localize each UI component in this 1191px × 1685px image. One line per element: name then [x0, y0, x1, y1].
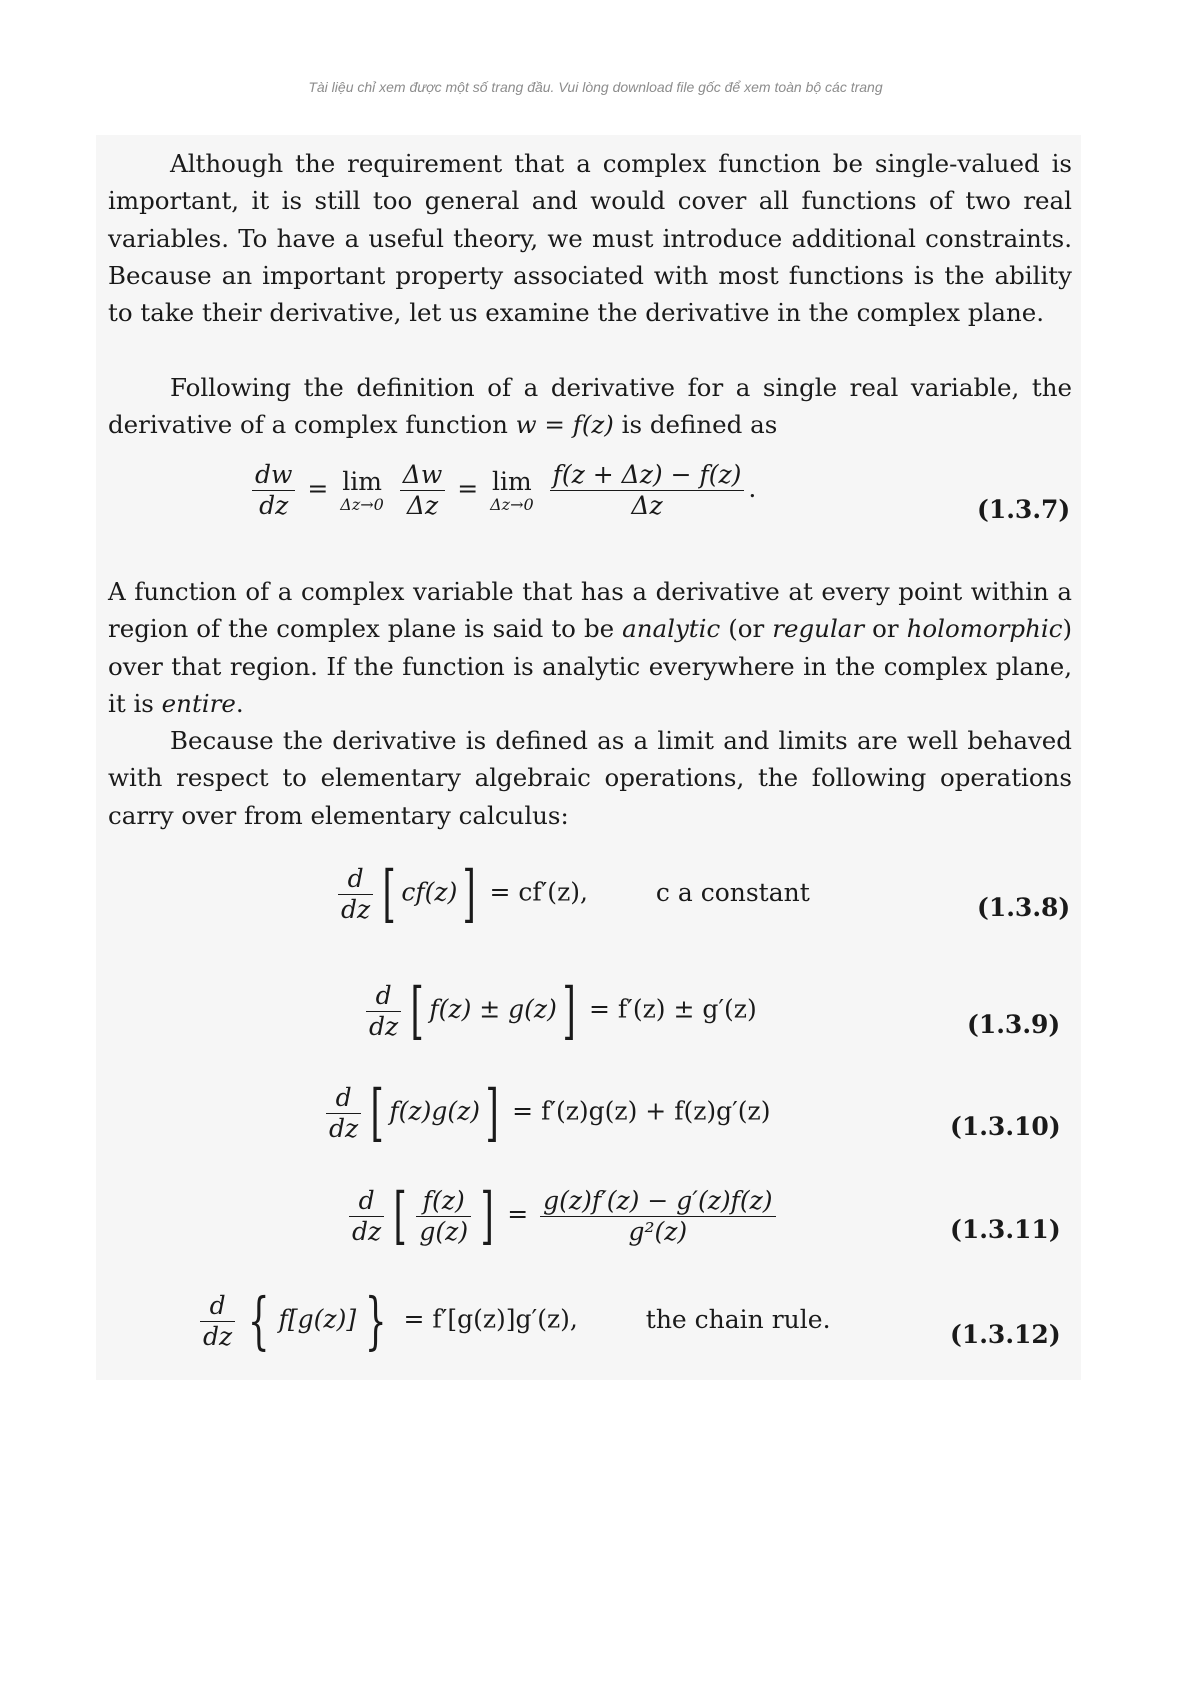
equation-1-3-11: $\frac{d}{dz}$ [ $\frac{f(z)}{g(z)}$ ] = $\frac{g(z)f'(z) - g'(z)f(z)}{\text{g²(z)}}$ (1.3.11) [0, 1185, 1191, 1245]
term-analytic: analytic [622, 614, 721, 644]
term-holomorphic: holomorphic [906, 614, 1063, 644]
equation-1-3-7: $\frac{dw}{dz}$ = lim Δz→0 $\frac{\Delta w}{\Delta z}$ = lim Δz→0 $\frac{f(z + \Delta z) - f(z)}{\Delta z}$ . (1.3.7) [0, 460, 1191, 520]
equation-1-3-12: $\frac{d}{dz}$ { f[g(z)] } = f′[g(z)]g′(z), the chain rule. (1.3.12) [0, 1290, 1191, 1350]
paragraph-operations: Because the derivative is defined as a limit and limits are well behaved with respect to elementary algebraic operations, the following operations carry over from elementary calculus: [108, 726, 1072, 830]
equation-1-3-10: $\frac{d}{dz}$ [ f(z)g(z)] = f′(z)g(z) + f(z)g′(z) (1.3.10) [0, 1082, 1191, 1142]
equation-number: (1.3.11) [950, 1215, 1061, 1244]
equation-number: (1.3.9) [967, 1010, 1061, 1039]
paragraph-analytic: A function of a complex variable that has a derivative at every point within a region of the complex plane is said to be analytic (or regular or holomorphic) over that region. If the function is analytic everywhere in the complex plane, it is entire. [108, 577, 1072, 718]
term-entire: entire [161, 688, 236, 718]
equation-number: (1.3.7) [977, 495, 1071, 524]
term-regular: regular [772, 614, 865, 644]
equation-1-3-8: $\frac{d}{dz}$ [ cf(z)] = cf′(z), c a constant (1.3.8) [0, 863, 1191, 923]
equation-number: (1.3.12) [950, 1320, 1061, 1349]
paragraph-single-valued: Although the requirement that a complex function be single-valued is important, it is still too general and would cover all functions of two real variables. To have a useful theory, we must introduce additional constraints. Because an important property associated with most functions is the ability to take their derivative, let us examine the derivative in the complex plane. [108, 149, 1072, 328]
equation-1-3-9: $\frac{d}{dz}$ [ f(z) ± g(z)] = f′(z) ± g′(z) (1.3.9) [0, 980, 1191, 1040]
inline-math-w-equals-f: w = f(z) [515, 410, 614, 440]
equation-number: (1.3.8) [977, 893, 1071, 922]
download-notice: Tài liệu chỉ xem được một số trang đầu. Vui lòng download file gốc để xem toàn bộ các trang [308, 79, 883, 95]
equation-number: (1.3.10) [950, 1112, 1061, 1141]
paragraph-derivative-definition: Following the definition of a derivative for a single real variable, the derivative of a complex function w = f(z) is defined as [108, 373, 1072, 440]
